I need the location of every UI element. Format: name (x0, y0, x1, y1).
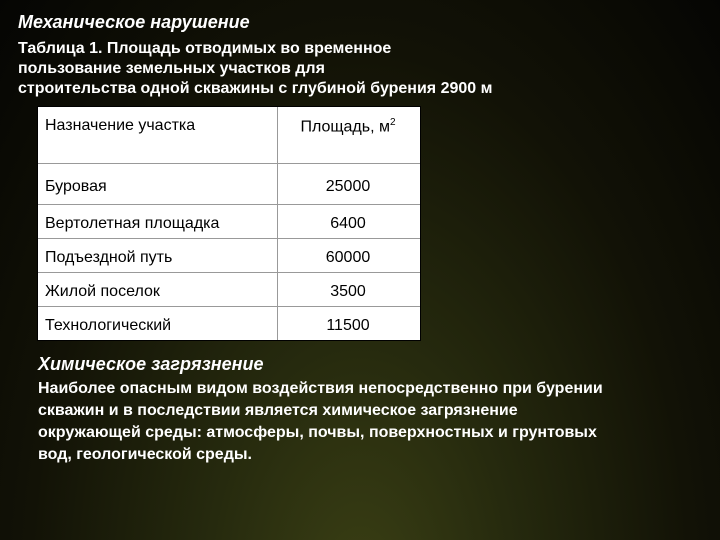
caption-line: Таблица 1. Площадь отводимых во временное (18, 40, 392, 57)
table-row (38, 163, 420, 204)
row-area: 60000 (325, 249, 371, 266)
table-row (38, 204, 420, 238)
row-area: 3500 (330, 283, 366, 300)
area-table (37, 106, 421, 341)
mechanical-heading: Механическое нарушение (18, 12, 250, 32)
row-name: Подъездной путь (38, 239, 278, 272)
header-area-label: Площадь, м (300, 118, 390, 136)
row-name: Технологический (38, 307, 278, 340)
paragraph-line: Наиболее опасным видом воздействия непосредственно при бурении (38, 380, 603, 397)
header-area (278, 107, 418, 163)
paragraph-line: скважин и в последствии является химическое загрязнение (38, 402, 518, 419)
row-area: 6400 (330, 215, 366, 232)
caption-line: строительства одной скважины с глубиной бурения 2900 м (18, 80, 493, 97)
table-header-row (38, 107, 420, 163)
header-name: Назначение участка (38, 107, 278, 163)
paragraph-line: вод, геологической среды. (38, 446, 252, 463)
chemical-paragraph (38, 378, 708, 466)
row-name: Жилой поселок (38, 273, 278, 306)
table-row (38, 272, 420, 306)
header-area-exponent: 2 (389, 117, 396, 128)
table-caption (18, 39, 618, 99)
chemical-heading: Химическое загрязнение (38, 354, 264, 374)
row-area: 11500 (326, 317, 370, 334)
row-name: Буровая (38, 164, 278, 204)
table-row (38, 306, 420, 340)
caption-line: пользование земельных участков для (18, 60, 325, 77)
row-area: 25000 (325, 178, 371, 195)
table-row (38, 238, 420, 272)
row-name: Вертолетная площадка (38, 205, 278, 238)
paragraph-line: окружающей среды: атмосферы, почвы, поверхностных и грунтовых (38, 424, 597, 441)
